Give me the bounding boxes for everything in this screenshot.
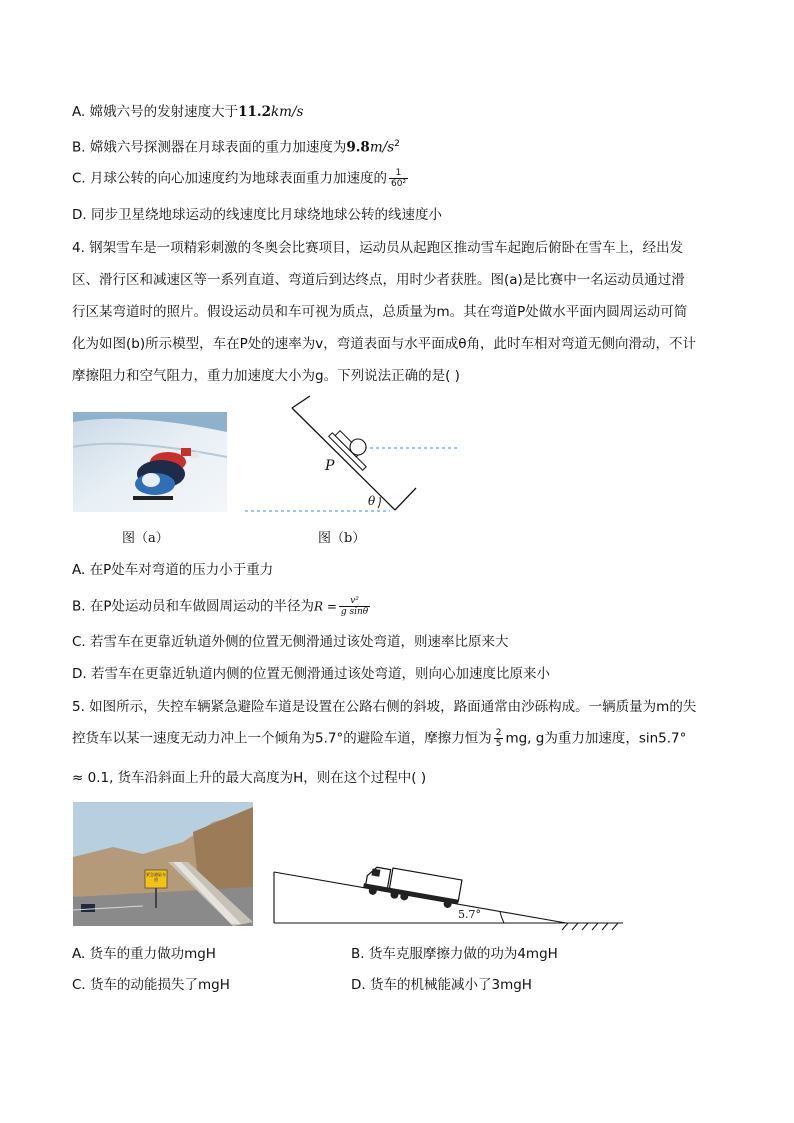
q5-option-b: B. 货车克服摩擦力做的功为4mgH <box>351 946 558 962</box>
option-text: B. 在P处运动员和车做圆周运动的半径为 <box>72 598 314 615</box>
option-text: C. 月球公转的向心加速度约为地球表面重力加速度的 <box>72 170 388 187</box>
fraction-numerator: 2 <box>495 728 502 738</box>
fraction <box>494 728 504 749</box>
q3-option-b <box>72 134 400 158</box>
q5-option-c: C. 货车的动能损失了mgH <box>72 977 230 993</box>
fraction-numerator: v² <box>339 596 370 607</box>
incline-diagram <box>268 850 638 940</box>
q4-stem-line-2: 区、滑行区和减速区等一系列直道、弯道后到达终点，用时少者获胜。图(a)是比赛中一名运动员通过滑 <box>72 272 685 288</box>
q5-stem-line-1: 5. 如图所示，失控车辆紧急避险车道是设置在公路右侧的斜坡，路面通常由沙砾构成。一辆质量为m的失 <box>72 699 697 715</box>
option-value: 9.8 <box>346 139 370 156</box>
figure-a-photo <box>73 412 227 512</box>
q4-option-a: A. 在P处车对弯道的压力小于重力 <box>72 562 274 578</box>
q5-stem-line-3: ≈ 0.1, 货车沿斜面上升的最大高度为H，则在这个过程中( ) <box>72 770 427 786</box>
q4-stem-line-5: 摩擦阻力和空气阻力，重力加速度大小为g。下列说法正确的是( ) <box>72 368 460 384</box>
point-p-label: P <box>325 458 335 474</box>
escape-ramp-photo <box>73 802 253 926</box>
q4-option-d: D. 若雪车在更靠近轨道内侧的位置无侧滑通过该处弯道，则向心加速度比原来小 <box>72 666 550 682</box>
q4-stem-line-1: 4. 钢架雪车是一项精彩刺激的冬奥会比赛项目，运动员从起跑区推动雪车起跑后俯卧在雪车上，经出发 <box>72 240 684 256</box>
option-sup: 2 <box>394 139 400 149</box>
option-value: 11.2 <box>238 104 271 120</box>
sign-text: 紧急避险车道 <box>146 872 166 882</box>
q3-option-a <box>72 102 303 122</box>
q4-stem-line-4: 化为如图(b)所示模型，车在P处的速率为v，弯道表面与水平面成θ角，此时车相对弯道无侧向滑动，不计 <box>72 336 696 352</box>
option-text: A. 嫦娥六号的发射速度大于 <box>72 104 239 120</box>
stem-text: mg, g为重力加速度，sin5.7° <box>505 730 687 747</box>
q5-option-d: D. 货车的机械能减小了3mgH <box>351 977 532 993</box>
figure-a-caption: 图（a） <box>122 531 169 546</box>
stem-text: 控货车以某一速度无动力冲上一个倾角为5.7°的避险车道，摩擦力恒为 <box>72 730 492 747</box>
q4-option-c: C. 若雪车在更靠近轨道外侧的位置无侧滑通过该处弯道，则速率比原来大 <box>72 634 509 650</box>
q3-option-c <box>72 168 410 189</box>
option-unit: m/s <box>369 139 395 156</box>
formula-lhs: R = <box>313 599 337 614</box>
fraction <box>339 596 370 617</box>
option-unit: km/s <box>270 104 304 120</box>
fraction-denominator: 60² <box>391 179 407 189</box>
fraction <box>389 168 408 189</box>
figure-b-diagram <box>240 392 470 517</box>
q4-stem-line-3: 行区某弯道时的照片。假设运动员和车可视为质点，总质量为m。其在弯道P处做水平面内圆周运动可简 <box>72 304 688 320</box>
q5-option-a: A. 货车的重力做功mgH <box>72 946 216 962</box>
angle-label: 5.7° <box>458 908 481 921</box>
theta-label: θ <box>368 494 376 508</box>
option-text: D. 同步卫星绕地球运动的线速度比月球绕地球公转的线速度小 <box>72 207 442 223</box>
q4-option-b <box>72 596 372 617</box>
fraction-numerator: 1 <box>389 168 408 179</box>
figure-b-caption: 图（b） <box>318 531 366 546</box>
fraction-denominator: g sinθ <box>340 607 369 617</box>
q3-option-d <box>72 205 442 225</box>
q5-stem-line-2 <box>72 728 686 749</box>
fraction-denominator: 5 <box>495 739 502 749</box>
option-text: B. 嫦娥六号探测器在月球表面的重力加速度为 <box>72 139 347 156</box>
